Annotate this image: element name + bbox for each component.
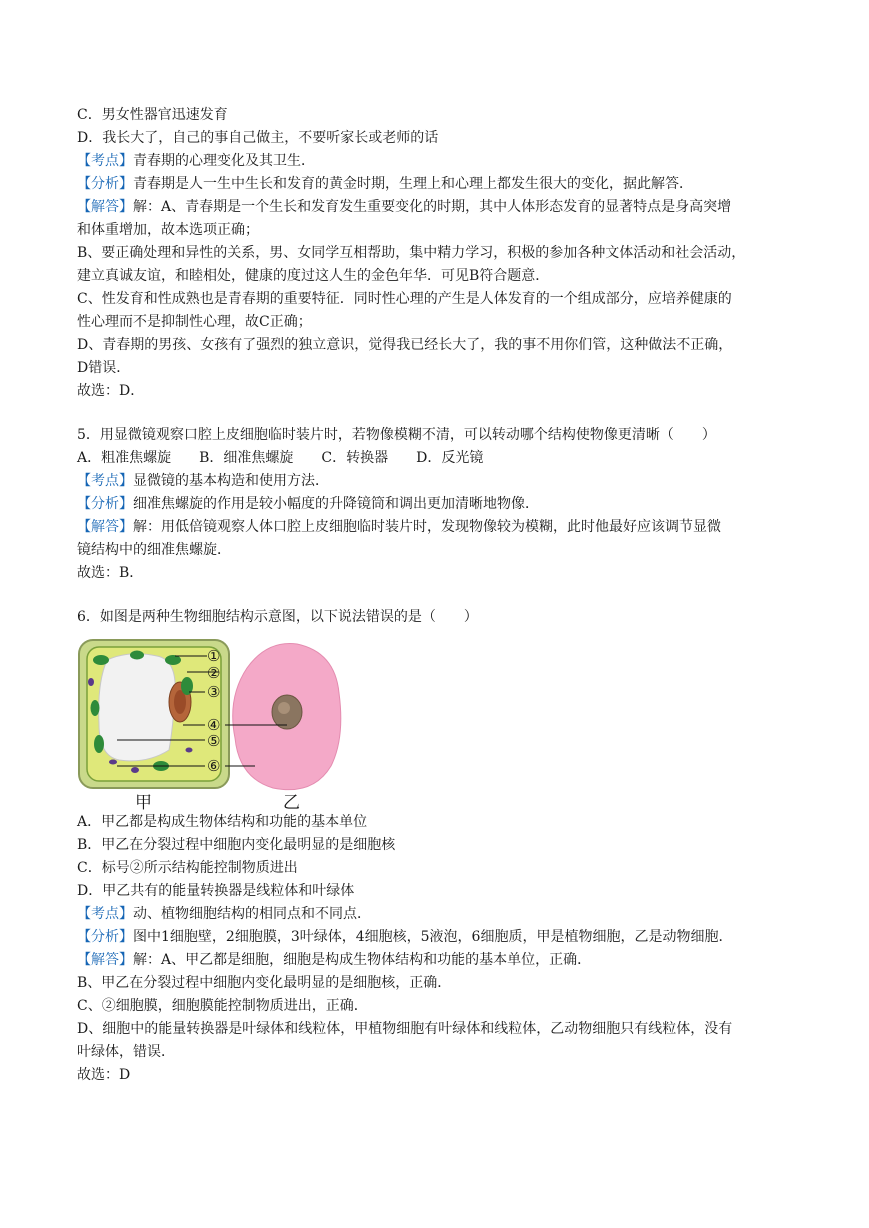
q4-option-d: D．我长大了，自己的事自己做主，不要听家长或老师的话 — [77, 130, 439, 146]
figure-label-6: ⑥ — [207, 757, 221, 775]
q5-kaodian-text: 显微镜的基本构造和使用方法． — [133, 473, 329, 489]
q6-jieda-1 — [77, 950, 591, 970]
fenxi-tag: 【分析】 — [77, 929, 133, 945]
q6-kaodian — [77, 904, 371, 924]
q4-kaodian-text: 青春期的心理变化及其卫生． — [133, 153, 315, 169]
q6-option-c: C．标号②所示结构能控制物质进出 — [77, 860, 298, 876]
q6-fenxi — [77, 927, 732, 947]
figure-caption-left: 甲 — [135, 793, 152, 813]
q6-kaodian-text: 动、植物细胞结构的相同点和不同点． — [133, 906, 371, 922]
q4-jieda-2: 和体重增加，故本选项正确； — [77, 222, 259, 238]
q4-option-c: C．男女性器官迅速发育 — [77, 107, 228, 123]
jieda-tag: 【解答】 — [77, 952, 133, 968]
figure-label-2: ② — [207, 664, 221, 682]
figure-label-1: ① — [207, 647, 221, 665]
q4-jieda-5: C、性发育和性成熟也是青春期的重要特征．同时性心理的产生是人体发育的一个组成部分，应培养健康的 — [77, 291, 732, 307]
jieda-tag: 【解答】 — [77, 199, 133, 215]
figure-label-5: ⑤ — [207, 732, 221, 750]
plant-vacuole — [99, 654, 176, 761]
cell-structure-figure — [77, 638, 347, 813]
q5-jieda-1 — [77, 517, 721, 537]
mitochondrion — [109, 760, 117, 765]
q5-jieda-2: 镜结构中的细准焦螺旋． — [77, 542, 231, 558]
chloroplast — [94, 735, 104, 753]
q4-jieda-1 — [77, 197, 731, 217]
q6-jieda-5: 叶绿体，错误． — [77, 1044, 175, 1060]
figure-label-4: ④ — [207, 716, 221, 734]
q6-jieda-4: D、细胞中的能量转换器是叶绿体和线粒体，甲植物细胞有叶绿体和线粒体，乙动物细胞只有线粒体，没有 — [77, 1021, 733, 1037]
q5-jieda-text: 解：用低倍镜观察人体口腔上皮细胞临时装片时，发现物像较为模糊，此时他最好应该调节显微 — [133, 519, 721, 535]
mitochondrion — [88, 678, 94, 686]
q5-stem: 5．用显微镜观察口腔上皮细胞临时装片时，若物像模糊不清，可以转动哪个结构使物像更清晰（ ） — [77, 427, 716, 443]
q6-fenxi-text: 图中1细胞壁，2细胞膜，3叶绿体，4细胞核，5液泡，6细胞质，甲是植物细胞，乙是动物细胞． — [133, 929, 733, 945]
figure-caption-right: 乙 — [283, 793, 300, 813]
jieda-tag: 【解答】 — [77, 519, 133, 535]
q5-fenxi — [77, 494, 539, 514]
fenxi-tag: 【分析】 — [77, 176, 133, 192]
chloroplast — [130, 651, 144, 660]
q4-jieda-7: D、青春期的男孩、女孩有了强烈的独立意识，觉得我已经长大了，我的事不用你们管，这种做法不正确， — [77, 337, 733, 353]
q5-answer: 故选：B． — [77, 565, 144, 581]
kaodian-tag: 【考点】 — [77, 153, 133, 169]
mitochondrion — [131, 767, 139, 773]
q6-option-d: D．甲乙共有的能量转换器是线粒体和叶绿体 — [77, 883, 355, 899]
q6-answer: 故选：D — [77, 1067, 131, 1083]
kaodian-tag: 【考点】 — [77, 473, 133, 489]
q6-option-a: A．甲乙都是构成生物体结构和功能的基本单位 — [77, 814, 368, 830]
q5-options: A．粗准焦螺旋 B．细准焦螺旋 C．转换器 D．反光镜 — [77, 450, 484, 466]
q4-jieda-6: 性心理而不是抑制性心理，故C正确； — [77, 314, 312, 330]
q4-fenxi-text: 青春期是人一生中生长和发育的黄金时期，生理上和心理上都发生很大的变化，据此解答． — [133, 176, 693, 192]
q6-jieda-text: 解：A、甲乙都是细胞，细胞是构成生物体结构和功能的基本单位，正确． — [133, 952, 592, 968]
q6-stem: 6．如图是两种生物细胞结构示意图，以下说法错误的是（ ） — [77, 609, 478, 625]
animal-nucleus-highlight — [278, 702, 290, 714]
chloroplast — [91, 700, 100, 716]
q5-fenxi-text: 细准焦螺旋的作用是较小幅度的升降镜筒和调出更加清晰地物像． — [133, 496, 539, 512]
figure-label-3: ③ — [207, 683, 221, 701]
q4-jieda-3: B、要正确处理和异性的关系，男、女同学互相帮助，集中精力学习，积极的参加各种文体活动和社会活动， — [77, 245, 746, 261]
q4-answer: 故选：D． — [77, 383, 145, 399]
chloroplast — [93, 655, 109, 665]
q6-option-b: B．甲乙在分裂过程中细胞内变化最明显的是细胞核 — [77, 837, 396, 853]
q4-kaodian — [77, 151, 315, 171]
q6-jieda-2: B、甲乙在分裂过程中细胞内变化最明显的是细胞核，正确． — [77, 975, 452, 991]
kaodian-tag: 【考点】 — [77, 906, 133, 922]
q5-kaodian — [77, 471, 329, 491]
q4-jieda-text: 解：A、青春期是一个生长和发育发生重要变化的时期，其中人体形态发育的显著特点是身高突增 — [133, 199, 732, 215]
q4-jieda-4: 建立真诚友谊，和睦相处，健康的度过这人生的金色年华．可见B符合题意． — [77, 268, 550, 284]
q6-jieda-3: C、②细胞膜，细胞膜能控制物质进出，正确． — [77, 998, 368, 1014]
q4-jieda-8: D错误． — [77, 360, 131, 376]
fenxi-tag: 【分析】 — [77, 496, 133, 512]
q4-fenxi — [77, 174, 693, 194]
mitochondrion — [186, 748, 193, 753]
